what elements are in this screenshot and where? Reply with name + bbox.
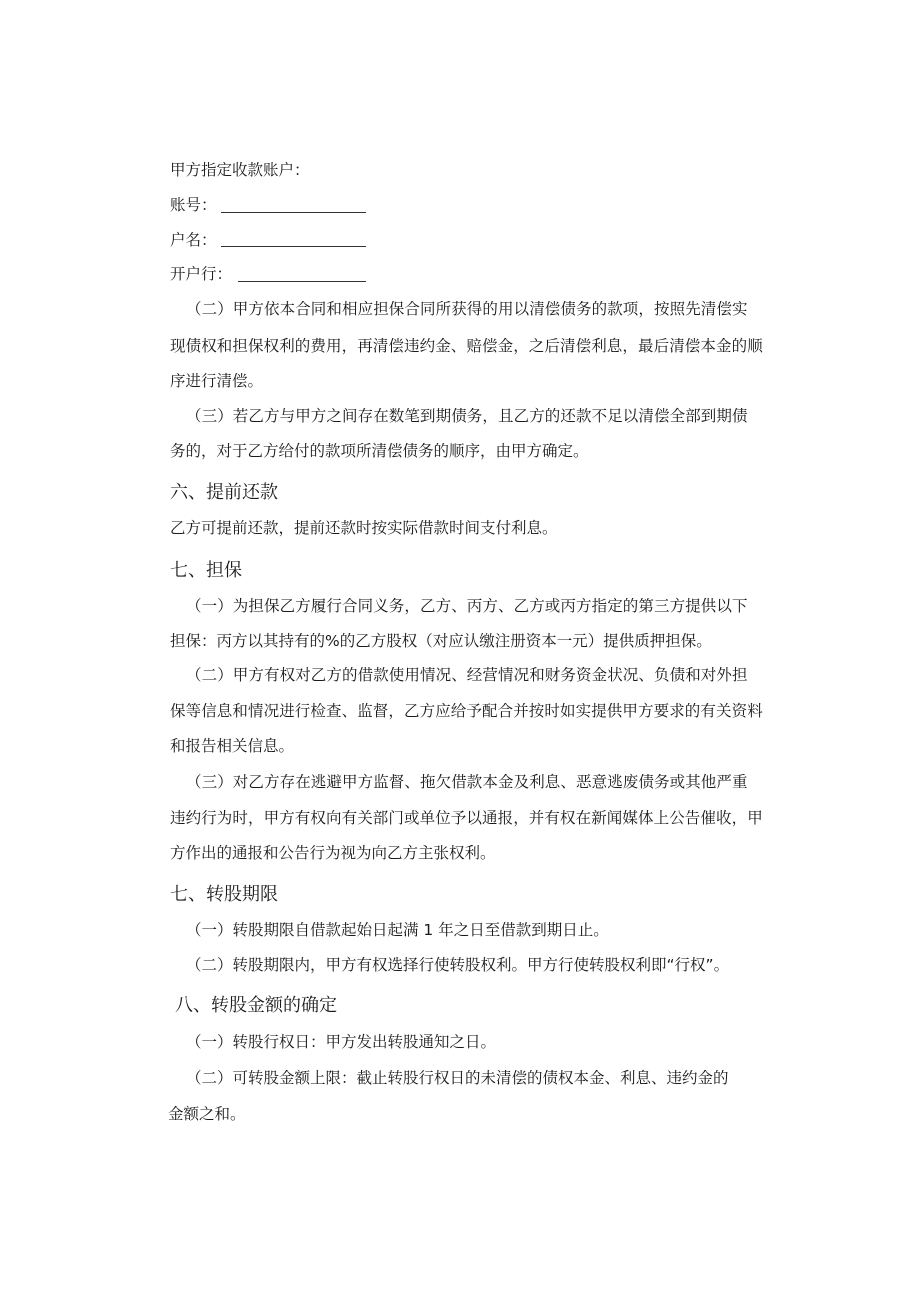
- sec7-p3-line3: 方作出的通报和公告行为视为向乙方主张权利。: [170, 844, 496, 862]
- sec5-p2-line1: （二）甲方依本合同和相应担保合同所获得的用以清偿债务的款项，按照先清偿实: [186, 300, 748, 318]
- sec7-p1-line1: （一）为担保乙方履行合同义务，乙方、丙方、乙方或丙方指定的第三方提供以下: [186, 597, 748, 615]
- account-number-row: [170, 195, 217, 215]
- sec8-p2-line2: 金额之和。: [168, 1105, 246, 1123]
- sec5-p2-line2: 现债权和担保权利的费用，再清偿违约金、赔偿金，之后清偿利息，最后清偿本金的顺: [170, 337, 763, 355]
- sec7-p3-line2: 违约行为时，甲方有权向有关部门或单位予以通报，并有权在新闻媒体上公告催收，甲: [170, 809, 763, 827]
- account-name-blank: [221, 246, 366, 247]
- sec7-p2-line1: （二）甲方有权对乙方的借款使用情况、经营情况和财务资金状况、负债和对外担: [186, 666, 748, 684]
- sec7-p2-line3: 和报告相关信息。: [170, 737, 295, 755]
- sec7b-p1: （一）转股期限自借款起始日起满 1 年之日至借款到期日止。: [186, 921, 609, 939]
- account-number-label: 账号：: [170, 196, 217, 214]
- sec5-p3-line1: （三）若乙方与甲方之间存在数笔到期债务，且乙方的还款不足以清偿全部到期债: [186, 407, 748, 425]
- sec5-p2-line3: 序进行清偿。: [170, 372, 264, 390]
- sec5-p3-line2: 务的，对于乙方给付的款项所清偿债务的顺序，由甲方确定。: [170, 442, 589, 460]
- sec7b-heading: 七、转股期限: [170, 884, 278, 905]
- sec7b-p2: （二）转股期限内，甲方有权选择行使转股权利。甲方行使转股权利即“行权”。: [186, 956, 730, 974]
- sec7-p1-line2: 担保：丙方以其持有的%的乙方股权（对应认缴注册资本一元）提供质押担保。: [170, 632, 712, 650]
- sec6-p1: 乙方可提前还款，提前还款时按实际借款时间支付利息。: [170, 519, 558, 537]
- sec6-heading: 六、提前还款: [170, 482, 278, 503]
- account-name-row: [170, 230, 217, 250]
- sec7-p3-line1: （三）对乙方存在逃避甲方监督、拖欠借款本金及利息、恶意逃废债务或其他严重: [186, 773, 748, 791]
- sec8-p1: （一）转股行权日：甲方发出转股通知之日。: [186, 1033, 497, 1051]
- bank-blank: [238, 281, 366, 282]
- account-number-blank: [221, 212, 366, 213]
- sec7-heading: 七、担保: [170, 560, 242, 581]
- bank-label: 开户行：: [170, 265, 233, 283]
- sec8-heading: 八、转股金额的确定: [175, 995, 337, 1016]
- bank-row: [170, 264, 232, 284]
- account-intro: 甲方指定收款账户：: [170, 161, 310, 179]
- account-name-label: 户名：: [170, 231, 217, 249]
- sec8-p2-line1: （二）可转股金额上限：截止转股行权日的未清偿的债权本金、利息、违约金的: [186, 1069, 729, 1087]
- sec7-p2-line2: 保等信息和情况进行检查、监督，乙方应给予配合并按时如实提供甲方要求的有关资料: [170, 702, 763, 720]
